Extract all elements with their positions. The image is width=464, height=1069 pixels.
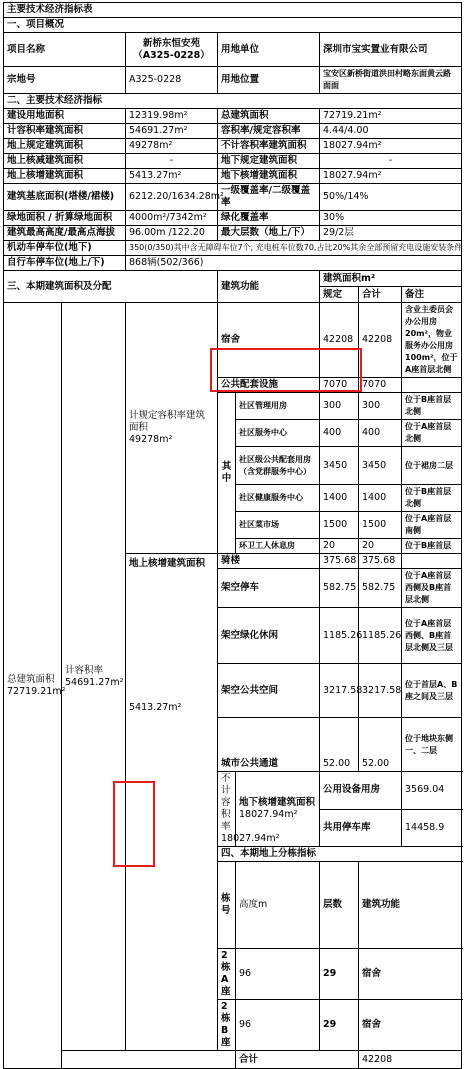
dorm-total: 42208 <box>359 303 402 378</box>
indicator-value: - <box>320 154 462 169</box>
facility-total: 1500 <box>359 512 402 539</box>
incr-total: 582.75 <box>359 569 402 608</box>
indicator-value: 72719.21m² <box>320 109 462 124</box>
facility-label: 社区健康服务中心 <box>236 485 320 512</box>
facility-total: 300 <box>359 393 402 420</box>
table-title: 主要技术经济指标表 <box>4 3 462 18</box>
facility-spec: 20 <box>320 539 359 554</box>
dorm-note: 含业主委员会办公用房20m²，物业服务办公用房100m²，位于A座首层北侧 <box>402 303 462 378</box>
dorm-label: 宿舍 <box>218 303 320 378</box>
under-area-label: 地下核增建筑面积 <box>239 797 316 808</box>
public-facilities-spec: 7070 <box>320 378 359 393</box>
facility-total: 3450 <box>359 447 402 485</box>
facility-spec: 1400 <box>320 485 359 512</box>
indicator-label: 最大层数（地上/下） <box>218 226 320 241</box>
location-label: 用地位置 <box>218 67 320 94</box>
indicator-label: 地下核增建筑面积 <box>218 169 320 184</box>
facility-label: 社区级公共配套用房（含党群服务中心） <box>236 447 320 485</box>
indicator-value: 18027.94m² <box>320 169 462 184</box>
col-height-header: 高度m <box>236 862 320 949</box>
incr-total: 3217.58 <box>359 664 402 718</box>
indicator-label: 建筑基底面积(塔楼/裙楼) <box>4 184 126 211</box>
far-label: 计容积率 <box>65 664 104 676</box>
project-name-label: 项目名称 <box>4 33 126 67</box>
nofar-label: 不计容积率 <box>221 773 231 832</box>
total-area-value: 72719.21m² <box>7 685 66 697</box>
section-3-heading: 三、本期建筑面积及分配 <box>4 271 218 303</box>
facility-total: 20 <box>359 539 402 554</box>
spec-far-value: 49278m² <box>129 434 173 445</box>
section-2-heading: 二、主要技术经济指标 <box>4 94 462 109</box>
indicator-label: 绿地面积 / 折算绿地面积 <box>4 211 126 226</box>
indicator-value: 54691.27m² <box>126 124 218 139</box>
col-spec-header: 规定 <box>320 287 359 303</box>
indicator-table <box>3 2 462 1069</box>
facility-spec: 400 <box>320 420 359 447</box>
indicator-label: 地上核增建筑面积 <box>4 169 126 184</box>
land-unit-value: 深圳市宝实置业有限公司 <box>320 33 462 67</box>
indicator-label: 建设用地面积 <box>4 109 126 124</box>
under-value: 3569.04 <box>402 772 462 810</box>
indicator-label: 一级覆盖率/二级覆盖率 <box>218 184 320 211</box>
facility-note: 位于A座首层北侧 <box>402 420 462 447</box>
spec-far-cell <box>126 303 218 554</box>
indicator-label: 地上核减建筑面积 <box>4 154 126 169</box>
land-unit-label: 用地单位 <box>218 33 320 67</box>
col-area-group-header: 建筑面积m² <box>320 271 462 287</box>
incr-note <box>402 554 462 569</box>
indicator-label: 绿化覆盖率 <box>218 211 320 226</box>
facility-note: 位于裙房二层 <box>402 447 462 485</box>
incr-label: 城市公共通道 <box>218 718 320 772</box>
incr-spec: 52.00 <box>320 718 359 772</box>
indicator-label: 计容积率建筑面积 <box>4 124 126 139</box>
location-value: 宝安区新桥街道洪田村略东面黄云路面面 <box>320 67 462 94</box>
nofar-value: 18027.94m² <box>221 833 280 844</box>
facility-label: 环卫工人休息房 <box>236 539 320 554</box>
bldg-height: 96 <box>236 1000 320 1051</box>
indicator-label: 地上规定建筑面积 <box>4 139 126 154</box>
col-bldg-header: 栋号 <box>218 862 236 949</box>
facility-spec: 1500 <box>320 512 359 539</box>
incr-note: 位于A座首层西侧、B座首层北侧及三层 <box>402 608 462 664</box>
document <box>3 2 461 1069</box>
incr-total: 52.00 <box>359 718 402 772</box>
plot-no-value: A325-0228 <box>126 67 218 94</box>
incr-note: 位于A座首层西侧及B座首层北侧 <box>402 569 462 608</box>
indicator-value: 18027.94m² <box>320 139 462 154</box>
incr-total: 1185.26 <box>359 608 402 664</box>
parking-label: 机动车停车位(地下) <box>4 241 126 256</box>
facility-spec: 300 <box>320 393 359 420</box>
indicator-value: 5413.27m² <box>126 169 218 184</box>
far-cell <box>62 303 126 1051</box>
facility-label: 社区服务中心 <box>236 420 320 447</box>
facility-label: 社区管理用房 <box>236 393 320 420</box>
under-value: 14458.9 <box>402 809 462 847</box>
facility-label: 社区菜市场 <box>236 512 320 539</box>
facility-note: 位于B座首层北侧 <box>402 393 462 420</box>
facility-note: 位于B座首层 <box>402 539 462 554</box>
facility-total: 400 <box>359 420 402 447</box>
incr-area-label: 地上核增建筑面积 <box>129 558 206 569</box>
incr-spec: 375.68 <box>320 554 359 569</box>
col-note-header: 备注 <box>402 287 462 303</box>
incr-label: 架空公共空间 <box>218 664 320 718</box>
indicator-value: 49278m² <box>126 139 218 154</box>
far-value: 54691.27m² <box>65 676 124 688</box>
parking-value: 350(0/350)其中含无障碍车位7个, 充电桩车位数70,占比20%其余全部预留充电设施安装条件 <box>126 241 462 256</box>
col-floors-header: 层数 <box>320 862 359 949</box>
indicator-label: 建筑最高高度/最高点海拔 <box>4 226 126 241</box>
section-4-heading: 四、本期地上分栋指标 <box>218 847 462 862</box>
under-label: 公用设备用房 <box>320 772 402 810</box>
col-function-header: 建筑功能 <box>218 271 320 303</box>
incr-spec: 582.75 <box>320 569 359 608</box>
indicator-value: 6212.20/1634.28m² <box>126 184 218 211</box>
bldg-func: 宿舍 <box>359 949 462 1000</box>
facility-note: 位于B座首层北侧 <box>402 485 462 512</box>
indicator-value: 50%/14% <box>320 184 462 211</box>
incr-label: 架空绿化休闲 <box>218 608 320 664</box>
sum-area: 42208 <box>359 1051 462 1069</box>
under-area-value: 18027.94m² <box>239 809 298 820</box>
bike-parking-label: 自行车停车位(地上/下) <box>4 256 126 271</box>
incr-note: 位于地块东侧一、二层 <box>402 718 462 772</box>
incr-spec: 3217.58 <box>320 664 359 718</box>
indicator-value: 4.44/4.00 <box>320 124 462 139</box>
indicator-value: 4000m²/7342m² <box>126 211 218 226</box>
indicator-label: 总建筑面积 <box>218 109 320 124</box>
indicator-value: 96.00m /122.20 <box>126 226 218 241</box>
bike-parking-value: 868辆(502/366) <box>126 256 462 271</box>
total-area-cell <box>4 303 66 1069</box>
sum-label: 合计 <box>236 1051 359 1069</box>
project-name-value: 新桥东恒安苑（A325-0228） <box>126 33 218 67</box>
facility-total: 1400 <box>359 485 402 512</box>
facility-note: 位于A座首层南侧 <box>402 512 462 539</box>
indicator-value: - <box>126 154 218 169</box>
incr-note: 位于首层A、B座之间及三层 <box>402 664 462 718</box>
bldg-height: 96 <box>236 949 320 1000</box>
total-area-label: 总建筑面积 <box>7 673 55 685</box>
facility-spec: 3450 <box>320 447 359 485</box>
plot-no-label: 宗地号 <box>4 67 126 94</box>
bldg-floors: 29 <box>320 949 359 1000</box>
bldg-floors: 29 <box>320 1000 359 1051</box>
indicator-label: 容积率/规定容积率 <box>218 124 320 139</box>
indicator-label: 地下规定建筑面积 <box>218 154 320 169</box>
indicator-value: 12319.98m² <box>126 109 218 124</box>
incr-area-value: 5413.27m² <box>129 702 182 713</box>
incr-area-cell <box>126 554 218 1051</box>
incr-spec: 1185.26 <box>320 608 359 664</box>
public-facilities-total: 7070 <box>359 378 402 393</box>
incr-label: 骑楼 <box>218 554 320 569</box>
indicator-label: 不计容积率建筑面积 <box>218 139 320 154</box>
incr-label: 架空停车 <box>218 569 320 608</box>
section-1-heading: 一、项目概况 <box>4 18 462 33</box>
dorm-spec: 42208 <box>320 303 359 378</box>
bldg-name: 2栋B座 <box>218 1000 236 1051</box>
incr-total: 375.68 <box>359 554 402 569</box>
spec-far-label: 计规定容积率建筑面积 <box>129 410 206 433</box>
indicator-value: 29/2层 <box>320 226 462 241</box>
public-facilities-label: 公共配套设施 <box>218 378 320 393</box>
bldg-func: 宿舍 <box>359 1000 462 1051</box>
indicator-value: 30% <box>320 211 462 226</box>
among-label: 其中 <box>218 393 236 554</box>
under-label: 共用停车库 <box>320 809 402 847</box>
bldg-name: 2栋A座 <box>218 949 236 1000</box>
col-total-header: 合计 <box>359 287 402 303</box>
col-func-header: 建筑功能 <box>359 862 462 949</box>
